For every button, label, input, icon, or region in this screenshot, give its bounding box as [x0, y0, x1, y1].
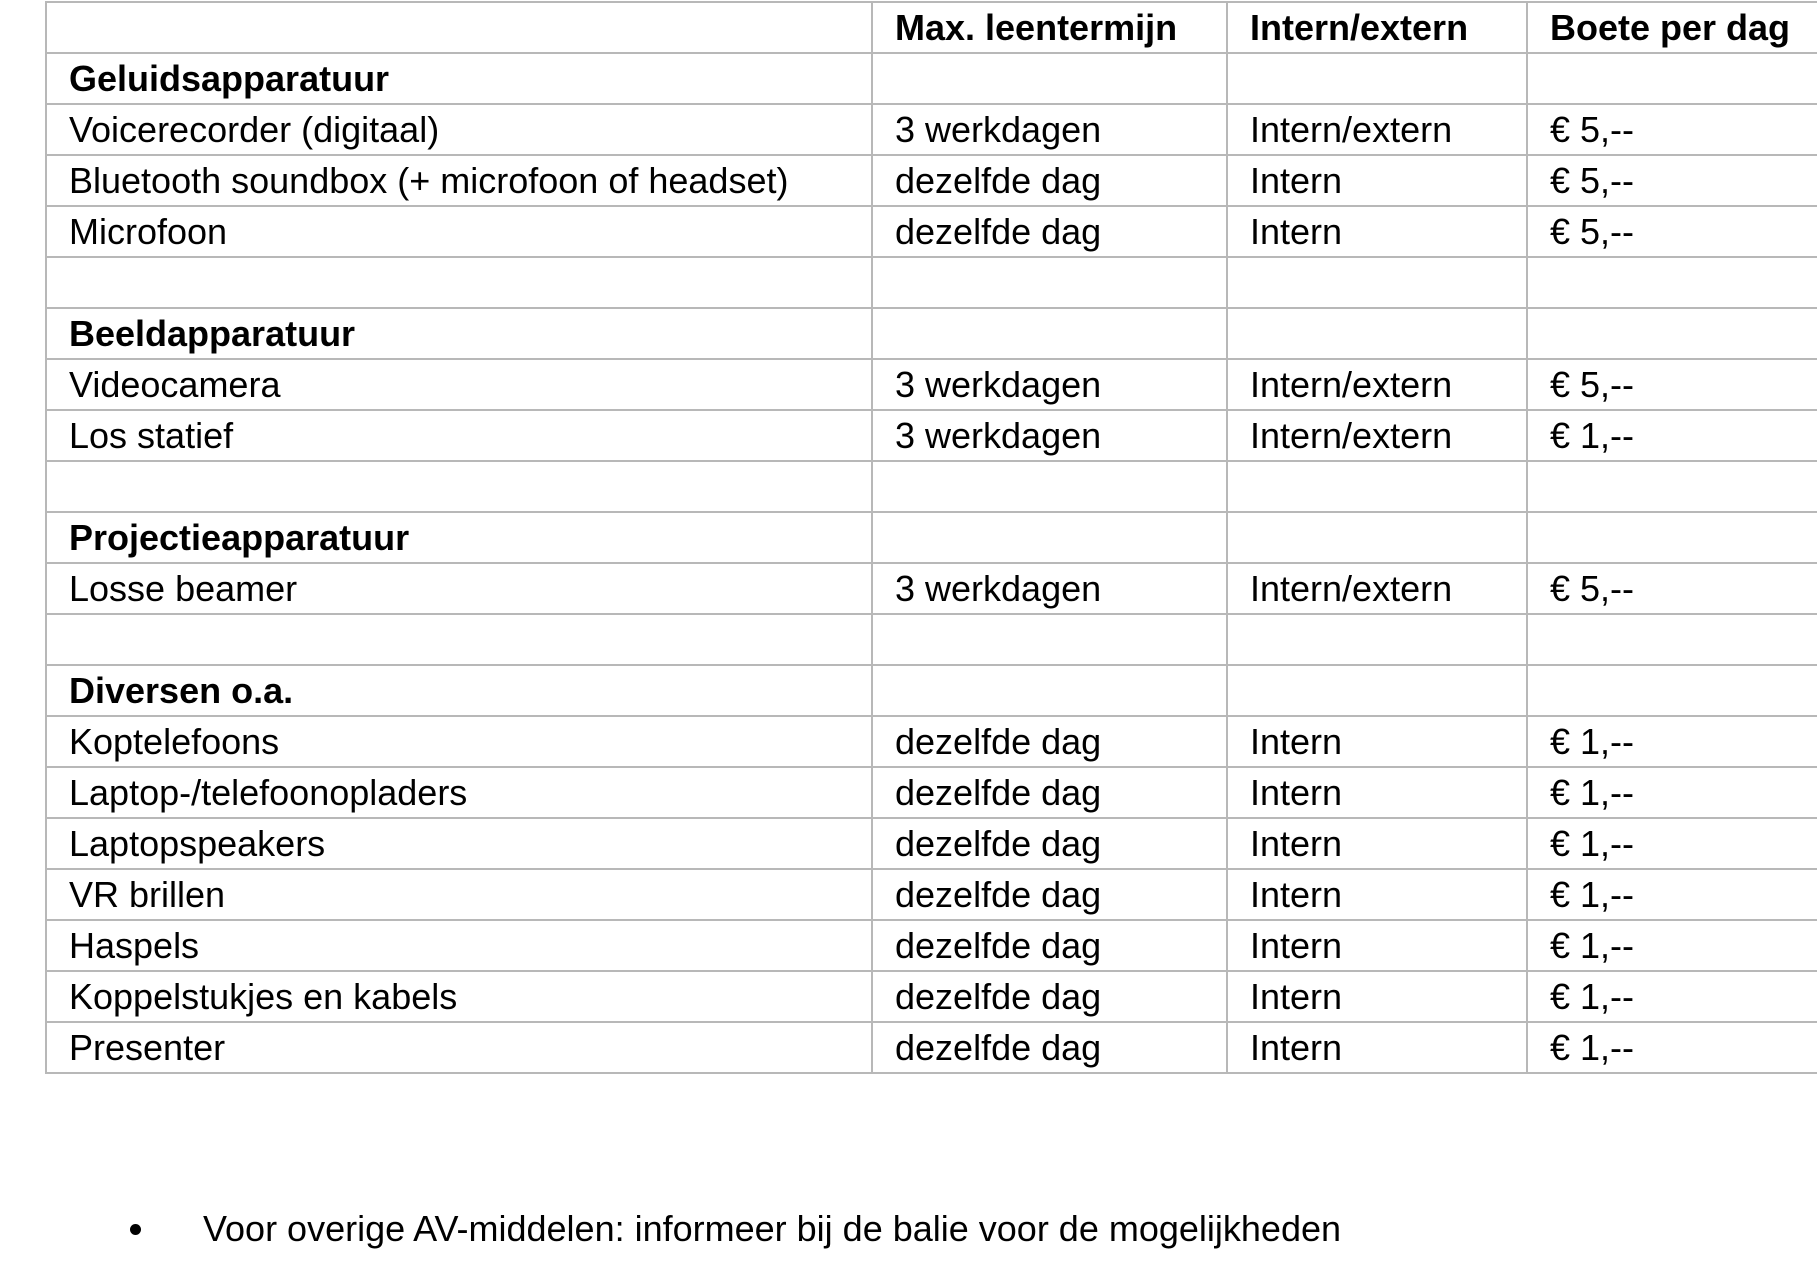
cell-max-loan-term: dezelfde dag [872, 869, 1227, 920]
cell-max-loan-term: dezelfde dag [872, 1022, 1227, 1073]
cell-item-name: VR brillen [46, 869, 872, 920]
cell-max-loan-term [872, 665, 1227, 716]
cell-internal-external: Intern [1227, 716, 1527, 767]
cell-internal-external: Intern [1227, 1022, 1527, 1073]
cell-internal-external [1227, 53, 1527, 104]
blank-row [46, 461, 1817, 512]
cell-item-name: Bluetooth soundbox (+ microfoon of headset) [46, 155, 872, 206]
table-header-row [46, 2, 1817, 53]
cell-fine-per-day: € 1,-- [1527, 971, 1817, 1022]
cell-internal-external [1227, 257, 1527, 308]
cell-internal-external: Intern [1227, 920, 1527, 971]
cell-max-loan-term [872, 512, 1227, 563]
cell-internal-external: Intern [1227, 155, 1527, 206]
cell-item-name: Projectieapparatuur [46, 512, 872, 563]
cell-internal-external: Intern [1227, 767, 1527, 818]
cell-item-name: Koptelefoons [46, 716, 872, 767]
cell-internal-external: Intern [1227, 869, 1527, 920]
cell-internal-external: Intern/extern [1227, 359, 1527, 410]
cell-internal-external: Intern [1227, 818, 1527, 869]
cell-internal-external [1227, 461, 1527, 512]
cell-fine-per-day: € 1,-- [1527, 767, 1817, 818]
table-row [46, 869, 1817, 920]
header-cell-max-loan-term: Max. leentermijn [872, 2, 1227, 53]
cell-item-name: Haspels [46, 920, 872, 971]
cell-fine-per-day [1527, 665, 1817, 716]
table-row [46, 1022, 1817, 1073]
blank-row [46, 614, 1817, 665]
cell-fine-per-day [1527, 614, 1817, 665]
cell-fine-per-day: € 1,-- [1527, 1022, 1817, 1073]
cell-max-loan-term: dezelfde dag [872, 767, 1227, 818]
cell-fine-per-day: € 1,-- [1527, 920, 1817, 971]
cell-fine-per-day: € 1,-- [1527, 716, 1817, 767]
table-row [46, 920, 1817, 971]
table-row [46, 818, 1817, 869]
cell-fine-per-day: € 5,-- [1527, 206, 1817, 257]
table-row [46, 155, 1817, 206]
cell-max-loan-term [872, 53, 1227, 104]
header-cell-fine-per-day: Boete per dag [1527, 2, 1817, 53]
cell-fine-per-day: € 1,-- [1527, 410, 1817, 461]
section-row [46, 512, 1817, 563]
cell-item-name: Laptopspeakers [46, 818, 872, 869]
cell-max-loan-term: dezelfde dag [872, 920, 1227, 971]
cell-max-loan-term: dezelfde dag [872, 818, 1227, 869]
cell-internal-external: Intern/extern [1227, 104, 1527, 155]
cell-item-name: Geluidsapparatuur [46, 53, 872, 104]
table-row [46, 359, 1817, 410]
cell-fine-per-day [1527, 461, 1817, 512]
blank-row [46, 257, 1817, 308]
table-row [46, 716, 1817, 767]
table-row [46, 563, 1817, 614]
cell-fine-per-day: € 1,-- [1527, 869, 1817, 920]
section-row [46, 53, 1817, 104]
cell-internal-external: Intern/extern [1227, 563, 1527, 614]
cell-fine-per-day [1527, 257, 1817, 308]
cell-item-name: Presenter [46, 1022, 872, 1073]
cell-fine-per-day: € 5,-- [1527, 155, 1817, 206]
cell-item-name [46, 461, 872, 512]
section-row [46, 665, 1817, 716]
table-body [46, 2, 1817, 1073]
cell-fine-per-day [1527, 53, 1817, 104]
cell-max-loan-term: dezelfde dag [872, 155, 1227, 206]
cell-item-name: Diversen o.a. [46, 665, 872, 716]
cell-max-loan-term: 3 werkdagen [872, 410, 1227, 461]
cell-fine-per-day: € 5,-- [1527, 104, 1817, 155]
cell-item-name [46, 257, 872, 308]
cell-item-name: Losse beamer [46, 563, 872, 614]
cell-item-name: Koppelstukjes en kabels [46, 971, 872, 1022]
cell-internal-external [1227, 308, 1527, 359]
cell-max-loan-term: 3 werkdagen [872, 563, 1227, 614]
note-text: Voor overige AV-middelen: informeer bij de balie voor de mogelijkheden [203, 1208, 1342, 1249]
cell-max-loan-term [872, 308, 1227, 359]
cell-fine-per-day: € 1,-- [1527, 818, 1817, 869]
cell-max-loan-term: dezelfde dag [872, 971, 1227, 1022]
table-row [46, 206, 1817, 257]
cell-max-loan-term [872, 257, 1227, 308]
cell-internal-external: Intern [1227, 971, 1527, 1022]
cell-internal-external: Intern [1227, 206, 1527, 257]
cell-internal-external [1227, 512, 1527, 563]
cell-max-loan-term: 3 werkdagen [872, 104, 1227, 155]
table-row [46, 767, 1817, 818]
table-row [46, 971, 1817, 1022]
cell-item-name [46, 614, 872, 665]
note-bullet-item [130, 1205, 1341, 1253]
cell-item-name: Microfoon [46, 206, 872, 257]
cell-item-name: Voicerecorder (digitaal) [46, 104, 872, 155]
cell-max-loan-term: 3 werkdagen [872, 359, 1227, 410]
table-row [46, 410, 1817, 461]
cell-internal-external [1227, 614, 1527, 665]
section-row [46, 308, 1817, 359]
cell-fine-per-day [1527, 308, 1817, 359]
cell-max-loan-term: dezelfde dag [872, 716, 1227, 767]
header-cell-item [46, 2, 872, 53]
cell-fine-per-day [1527, 512, 1817, 563]
cell-item-name: Videocamera [46, 359, 872, 410]
table-row [46, 104, 1817, 155]
cell-internal-external: Intern/extern [1227, 410, 1527, 461]
cell-max-loan-term [872, 614, 1227, 665]
bullet-icon [130, 1224, 141, 1235]
cell-item-name: Laptop-/telefoonopladers [46, 767, 872, 818]
cell-max-loan-term: dezelfde dag [872, 206, 1227, 257]
cell-fine-per-day: € 5,-- [1527, 563, 1817, 614]
cell-internal-external [1227, 665, 1527, 716]
loan-terms-table [45, 1, 1817, 1074]
cell-fine-per-day: € 5,-- [1527, 359, 1817, 410]
cell-max-loan-term [872, 461, 1227, 512]
cell-item-name: Los statief [46, 410, 872, 461]
cell-item-name: Beeldapparatuur [46, 308, 872, 359]
header-cell-internal-external: Intern/extern [1227, 2, 1527, 53]
